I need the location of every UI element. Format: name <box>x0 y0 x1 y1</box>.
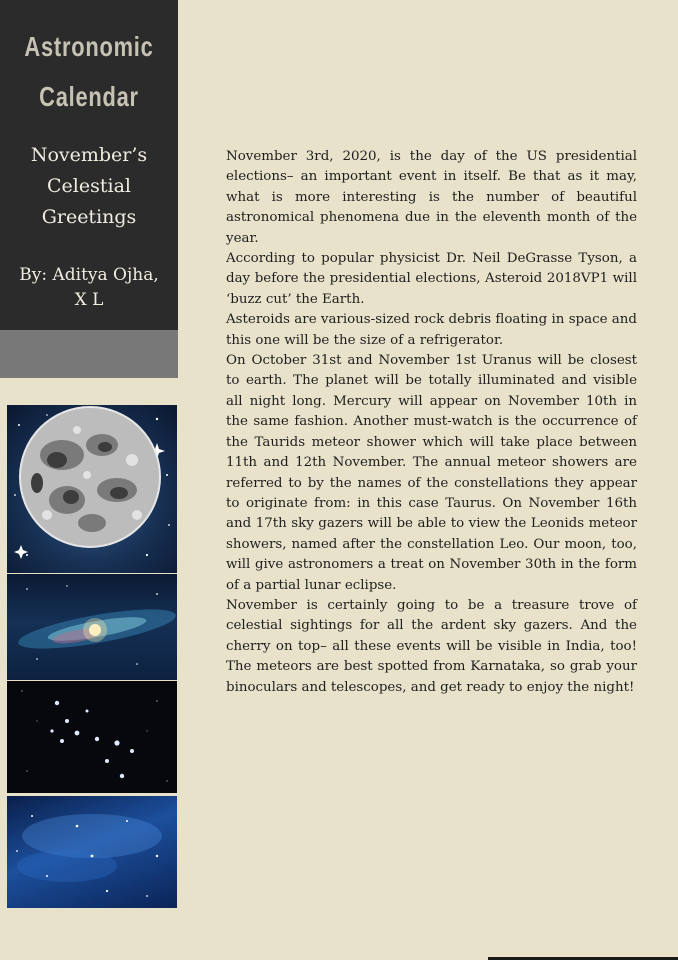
article-title <box>0 140 178 233</box>
image-column <box>7 405 177 907</box>
sidebar-header <box>0 0 178 330</box>
article-paragraph: November is certainly going to be a treasure trove of celestial sightings for all the ardent sky gazers. And the cherry on top– all these events will be visible in India, too! The meteors are best spotted from Karnataka, so grab your binoculars and telescopes, and get ready to enjoy the night! <box>226 597 637 695</box>
galaxy-image <box>7 574 177 680</box>
full-moon-image <box>7 405 177 573</box>
magazine-title <box>20 22 159 122</box>
article-paragraph: According to popular physicist Dr. Neil DeGrasse Tyson, a day before the presidential elections, Asteroid 2018VP1 will ‘buzz cut’ the Earth. <box>226 251 637 307</box>
article-body <box>226 147 637 698</box>
subtitle-line-2: Celestial <box>47 175 131 197</box>
article-paragraph: November 3rd, 2020, is the day of the US presidential elections– an important event in itself. Be that as it may, what is more interesting is the number of beautiful astronomical phenomena due in the eleventh month of the year. <box>226 149 637 246</box>
title-line-2: Calendar <box>39 81 139 112</box>
starfield-image <box>7 796 177 908</box>
grey-divider-band <box>0 330 178 378</box>
author-name: By: Aditya Ojha, <box>19 265 159 285</box>
article-paragraph: Asteroids are various-sized rock debris floating in space and this one will be the size of a refrigerator. <box>226 312 637 348</box>
subtitle-line-1: November’s <box>30 144 148 166</box>
constellation-image <box>7 681 177 793</box>
title-line-1: Astronomic <box>24 31 154 62</box>
article-paragraph: On October 31st and November 1st Uranus will be closest to earth. The planet will be totally illuminated and visible all night long. Mercury will appear on November 10th in the same fashion. Another must-watch is the occurrence of the Taurids meteor shower which will take place between 11th and 12th November. The annual meteor showers are referred to by the names of the constellations they appear to originate from: in this case Taurus. On November 16th and 17th sky gazers will be able to view the Leonids meteor showers, named after the constellation Leo. Our moon, too, will give astronomers a treat on November 30th in the form of a partial lunar eclipse. <box>226 353 637 593</box>
author-credit <box>0 263 178 313</box>
subtitle-line-3: Greetings <box>41 206 137 228</box>
author-class: X L <box>74 290 104 310</box>
